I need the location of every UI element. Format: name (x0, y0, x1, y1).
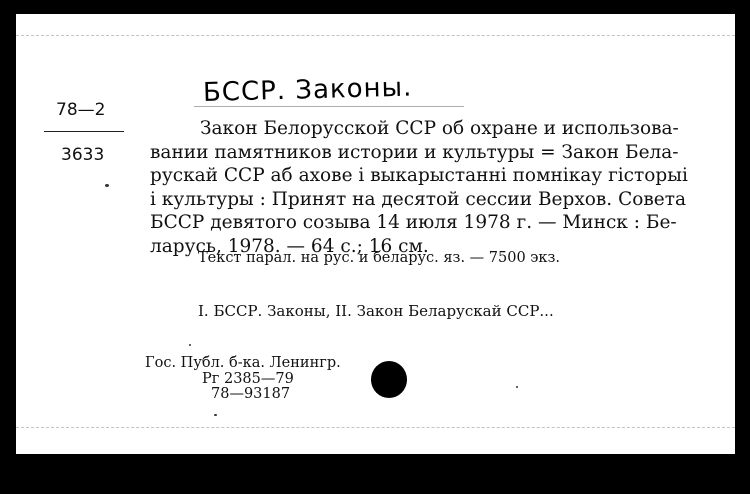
registration-number: Рг 2385—79 (202, 370, 294, 387)
catalog-card (16, 14, 735, 454)
entry-line: БССР девятого созыва 14 июля 1978 г. — Минск : Бе- (150, 212, 677, 233)
ink-speck (105, 184, 109, 187)
library-name: Гос. Публ. б-ка. Ленингр. (145, 355, 341, 371)
entry-line: вании памятников истории и культуры = Закон Бела- (150, 141, 679, 163)
entry-line: ларусь, 1978. — 64 с.; 16 см. (150, 235, 429, 257)
ink-speck (214, 414, 217, 416)
shelf-mark-bottom: 3633 (61, 145, 105, 165)
card-edge-dots-top (16, 35, 735, 36)
shelf-mark-top: 78—2 (56, 100, 106, 120)
heading-underline (194, 106, 464, 107)
ink-speck (516, 386, 518, 388)
ink-blot (371, 361, 407, 398)
bibliographic-entry (150, 117, 710, 258)
handwritten-heading: БССР. Законы. (202, 72, 413, 108)
holding-library-block (145, 356, 341, 403)
shelf-mark-divider (44, 131, 124, 132)
entry-line: рускай ССР аб ахове і выкарыстанні помнікау гісторыі (150, 165, 688, 186)
card-number: 78—93187 (211, 386, 291, 402)
card-edge-dots-bottom (16, 427, 735, 428)
entry-line: і культуры : Принят на десятой сессии Верхов. Совета (150, 188, 686, 210)
edition-note: Текст парал. на рус. и беларус. яз. — 7500 экз. (198, 250, 560, 266)
subject-tracings: I. БССР. Законы, II. Закон Беларускай ССР... (198, 302, 554, 320)
entry-line: Закон Белорусской ССР об охране и использова- (200, 118, 679, 139)
ink-speck (189, 344, 191, 346)
